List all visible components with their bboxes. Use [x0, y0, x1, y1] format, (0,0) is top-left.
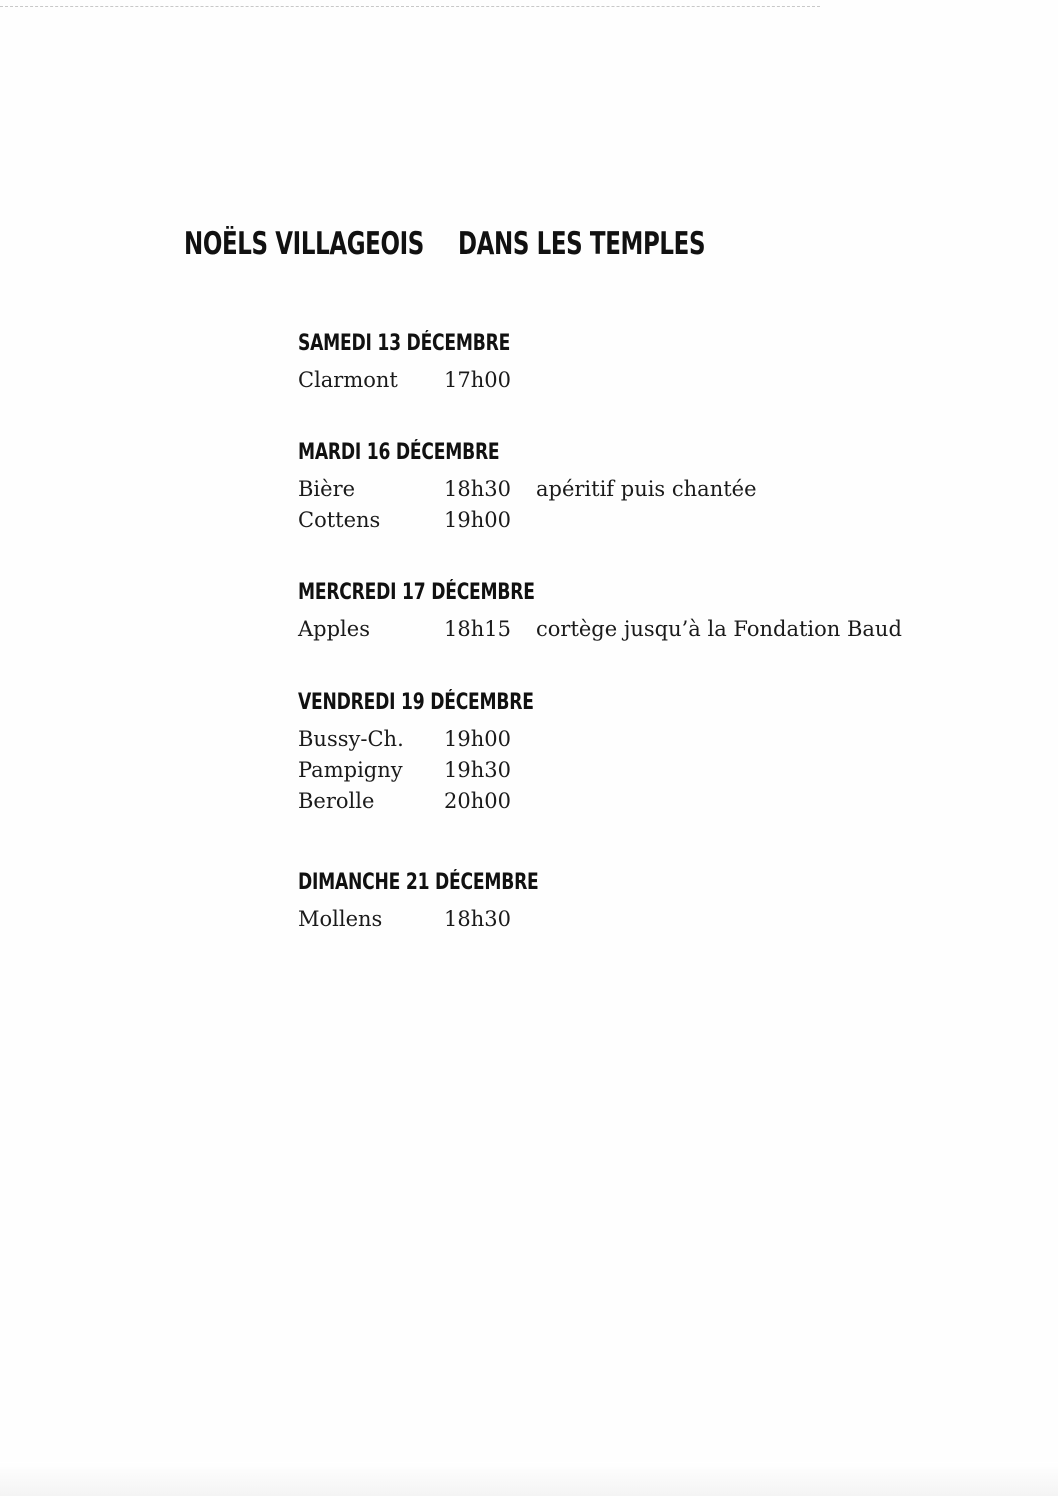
schedule-section-mercredi: [298, 580, 902, 645]
title-part-1: NOËLS VILLAGEOIS: [184, 226, 424, 262]
schedule-row: [298, 904, 606, 935]
section-day-heading: SAMEDI 13 DÉCEMBRE: [298, 331, 511, 356]
row-place: Bussy-Ch.: [298, 727, 404, 751]
row-place: Pampigny: [298, 758, 403, 782]
section-day-heading: DIMANCHE 21 DÉCEMBRE: [298, 870, 539, 895]
row-place: Berolle: [298, 789, 375, 813]
schedule-row: [298, 614, 902, 645]
title-part-2: DANS LES TEMPLES: [457, 226, 706, 262]
section-day-heading: VENDREDI 19 DÉCEMBRE: [298, 690, 534, 715]
schedule-row: [298, 505, 757, 536]
row-place: Cottens: [298, 508, 381, 532]
row-place: Clarmont: [298, 368, 398, 392]
schedule-row: [298, 724, 600, 755]
row-place: Bière: [298, 477, 356, 501]
row-time: 18h30: [444, 907, 511, 931]
schedule-row: [298, 755, 600, 786]
section-day-heading: MARDI 16 DÉCEMBRE: [298, 440, 500, 465]
row-time: 18h30: [444, 477, 511, 501]
scan-edge-top: [0, 6, 820, 7]
row-place: Apples: [298, 617, 370, 641]
row-time: 19h00: [444, 727, 511, 751]
schedule-section-samedi: [298, 331, 570, 396]
schedule-row: [298, 786, 600, 817]
row-time: 18h15: [444, 617, 511, 641]
row-time: 19h00: [444, 508, 511, 532]
schedule-row: [298, 474, 757, 505]
row-place: Mollens: [298, 907, 383, 931]
row-time: 19h30: [444, 758, 511, 782]
schedule-section-vendredi: [298, 690, 600, 817]
row-time: 20h00: [444, 789, 511, 813]
row-note: cortège jusqu’à la Fondation Baud: [536, 617, 902, 641]
row-time: 17h00: [444, 368, 511, 392]
row-note: apéritif puis chantée: [536, 477, 757, 501]
schedule-section-dimanche: [298, 870, 606, 935]
schedule-section-mardi: [298, 440, 757, 536]
schedule-row: [298, 365, 570, 396]
scan-edge-bottom: [0, 1462, 1058, 1496]
section-day-heading: MERCREDI 17 DÉCEMBRE: [298, 580, 535, 605]
page-title: [184, 226, 705, 262]
